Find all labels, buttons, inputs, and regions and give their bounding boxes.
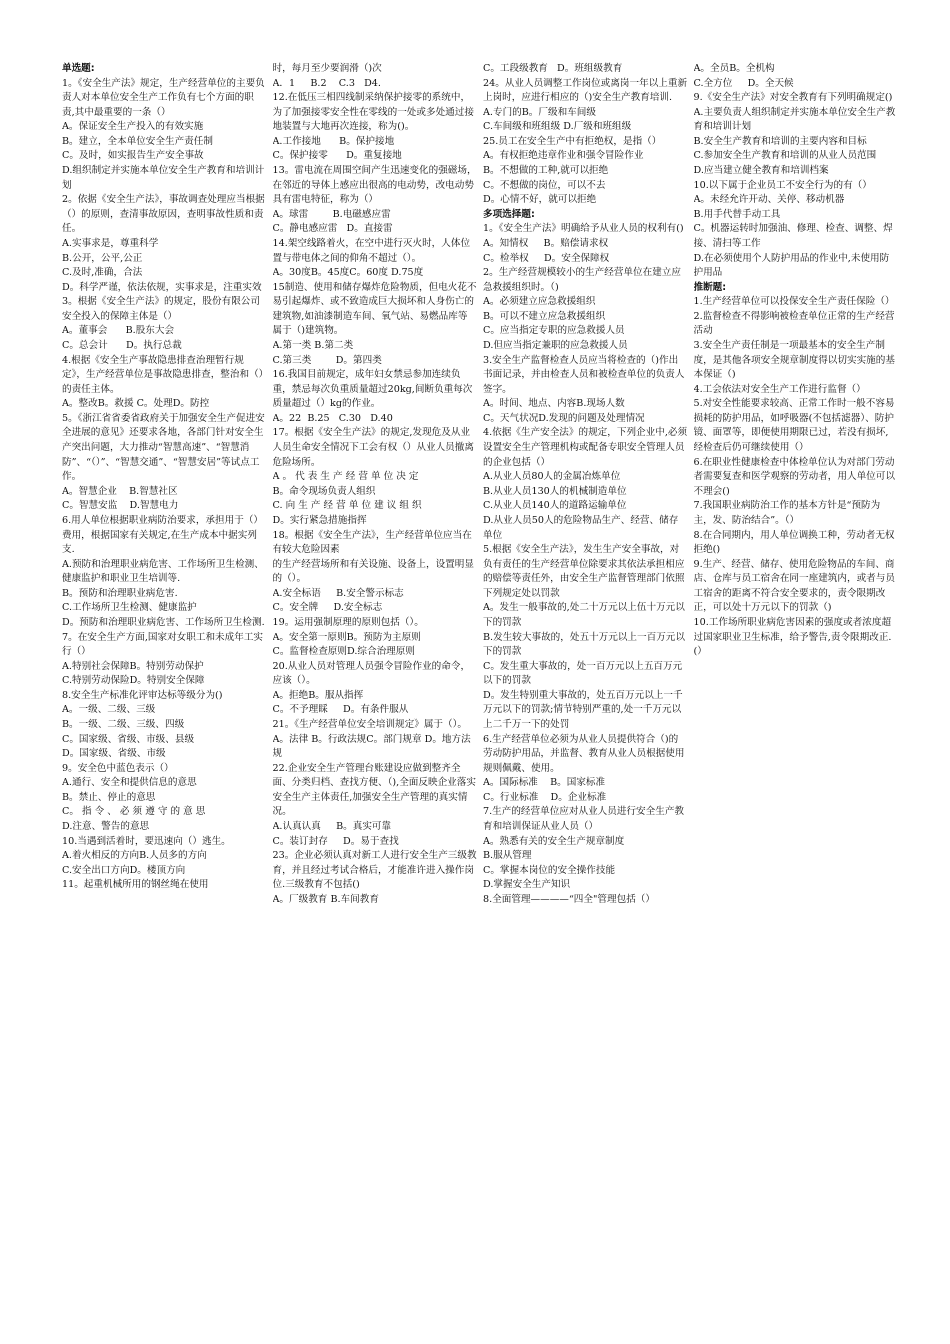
question-line: 14.架空线路着火，在空中进行灭火时，人体位置与带电体之间的仰角不超过（）。 (272, 237, 471, 264)
question-line: 20.从业人员对管理人员强令冒险作业的命令，应该（）。 (272, 660, 471, 687)
question-line: A。厂级教育 B.车间教育 (272, 893, 379, 905)
question-line: 12.在低压三相四线制采纳保护接零的系统中，为了加强接零安全性在零线的一处或多处通过接地装置与大地再次连接，称为()。 (272, 92, 474, 133)
question-line: C。及时，如实报告生产安全事故 (62, 150, 204, 162)
question-line: C.参加安全生产教育和培训的从业人员范围 (693, 150, 877, 162)
question-line: 时，每月至少要润滑（)次 (272, 63, 382, 74)
question-line: C。安全牌 D.安全标志 (272, 602, 383, 614)
question-line: 9.生产、经营、储存、使用危险物品的车间、商店、仓库与员工宿舍在同一座建筑内，或者与员工宿舍的距离不符合安全要求的，责令限期改正，可以处十万元以下的罚款（) (693, 558, 895, 614)
question-line: B.从业人员130人的机械制造单位 (483, 485, 627, 497)
question-line: C.全方位 D。全天候 (693, 77, 794, 89)
question-line: 3.安全生产监督检查人员应当将检查的（)作出书面记录，并由检查人员和被检查单位的负责人签字。 (483, 354, 685, 395)
question-line: B.用手代替手动工具 (693, 208, 781, 220)
question-line: A。法律 B。行政法规C。部门规章 D。地方法规 (272, 733, 471, 760)
question-line: C。掌握本岗位的安全操作技能 (483, 864, 616, 876)
question-line: 1。《安全生产法》明确给予从业人员的权利有() (483, 223, 684, 235)
question-line: D。实行紧急措施指挥 (272, 514, 367, 526)
question-line: 22.企业安全生产管理台账建设应做到整齐全面、分类归档、查找方便、（),全面反映企业落实安全生产主体责任,加强安全生产管理的真实情况。 (272, 762, 476, 818)
question-line: C. 向 生 产 经 营 单 位 建 议 组 织 (272, 500, 422, 512)
question-line: C.特别劳动保险D。特别安全保障 (62, 675, 205, 687)
question-line: 2。依据《安全生产法》，事故调查处理应当根据（）的原则，查清事故原因，查明事故性质和责任。 (62, 194, 265, 235)
section-heading: 单选题: (62, 63, 95, 74)
question-line: B.公开，公平,公正 (62, 252, 143, 264)
question-line: 8.在合同期内，用人单位调换工种，劳动者无权拒绝() (693, 529, 895, 556)
question-line: 9.《安全生产法》对安全教育有下列明确规定() (693, 92, 893, 104)
question-line: 2.监督检查不得影响被检查单位正常的生产经营活动 (693, 310, 895, 337)
question-line: A.安全标语 B.安全警示标志 (272, 587, 404, 599)
question-line: 5.根据《安全生产法》，发生生产安全事故，对负有责任的生产经营单位除要求其依法承担相应的赔偿等责任外，由安全生产监督管理部门依照下列规定处以罚款 (483, 544, 685, 599)
question-line: C.第三类 D。第四类 (272, 354, 382, 366)
question-line: C。 指 令 、 必 须 遵 守 的 意 思 (62, 806, 206, 818)
question-line: A.工作接地 B。保护接地 (272, 135, 395, 147)
question-line: 10.工作场所职业病危害因素的强度或者浓度超过国家职业卫生标准，给予警告,责令限期改正.(） (693, 616, 892, 658)
question-line: 6.生产经营单位必须为从业人员提供符合（)的劳动防护用品，并监督、教育从业人员根据使用规则佩戴、使用。 (483, 733, 685, 774)
question-line: D.掌握安全生产知识 (483, 879, 571, 891)
column-2 (273, 62, 478, 1302)
question-line: 19。运用强制原理的原则包括（）。 (272, 616, 424, 628)
question-line: 5.对安全性能要求较高、正常工作时一般不容易损耗的防护用品，如呼吸器(不包括滤器）、防护镜、面罩等，即便使用期限已过，若没有损坏,经检查后仍可继续使用（） (693, 398, 895, 454)
question-line: D。国家级、省级、市级 (62, 748, 166, 760)
question-line: A.通行、安全和提供信息的意思 (62, 777, 197, 789)
question-line: 7。在安全生产方面,国家对女职工和未成年工实行（） (62, 631, 264, 658)
question-line: 15制造、使用和储存爆炸危险物质，但电火花不易引起爆炸、或不致造成巨大损坏和人身伤亡的建筑物,如油漆制造车间、氧气站、易燃品库等属于（)建筑物。 (272, 281, 477, 337)
question-line: C。发生重大事故的，处一百万元以上五百万元以下的罚款 (483, 660, 683, 687)
column-1 (62, 62, 267, 1302)
question-line: 10.当遇到活着时，要迅速向（）逃生。 (62, 835, 231, 847)
document-page (62, 62, 898, 1302)
column-3 (483, 62, 688, 1302)
question-line: A。熟悉有关的安全生产规章制度 (483, 835, 625, 847)
question-line: D。发生特别重大事故的，处五百万元以上一千万元以下的罚款;情节特别严重的,处一千万元以上二千万一下的处罚 (483, 689, 683, 731)
question-line: A.特别社会保障B。特别劳动保护 (62, 660, 204, 672)
question-line: 7.我国职业病防治工作的基本方针是“预防为主，发、防治结合”。（） (693, 500, 881, 526)
question-line: 3。根据《安全生产法》的规定，股份有限公司安全投入的保障主体是（） (62, 296, 260, 322)
question-line: 4.工会依法对安全生产工作进行监督（） (693, 383, 866, 395)
question-line: A。时间、地点、内容B.现场人数 (483, 398, 625, 410)
section-heading: 多项选择题: (483, 208, 535, 220)
question-line: C。应当指定专职的应急救援人员 (483, 325, 625, 337)
question-line: 18。根据《安全生产法》，生产经营单位应当在有较大危险因素 (272, 529, 472, 556)
question-line: A。全员B。全机构 (693, 63, 775, 74)
question-line: B。预防和治理职业病危害. (62, 587, 178, 599)
question-line: 11。起重机械所用的钢丝绳在使用 (62, 879, 209, 891)
question-line: A。22 B.25 C.30 D.40 (272, 412, 393, 424)
question-line: C。天气状况D.发现的问题及处理情况 (483, 412, 645, 424)
question-line: A.专门的B。厂级和车间级 (483, 106, 596, 118)
question-line: A。30度B。45度C。60度 D.75度 (272, 267, 424, 279)
question-line: A。未经允许开动、关停、移动机器 (693, 194, 845, 206)
question-line: C。智慧安监 D.智慧电力 (62, 500, 179, 512)
question-line: C。保护接零 D。重复接地 (272, 150, 402, 162)
question-line: 17。根据《安全生产法》的规定,发现危及从业人员生命安全情况下工会有权（）从业人员撤离危险场所。 (272, 427, 474, 468)
question-line: D。预防和治理职业病危害、工作场所卫生检测. (62, 616, 265, 628)
question-line: 16.我国目前规定，成年妇女禁忌参加连续负重，禁忌每次负重质量超过20kg,间断负重每次质量超过（）kg的作业。 (272, 369, 473, 410)
question-line: 25.员工在安全生产中有拒绝权，是指（） (483, 135, 662, 147)
question-line: C.及时,准确，合法 (62, 267, 143, 279)
question-line: A。有权拒绝违章作业和强令冒险作业 (483, 150, 644, 162)
question-line: B.服从管理 (483, 850, 532, 862)
question-line: D.从业人员50人的危险物品生产、经营、储存单位 (483, 514, 679, 541)
question-line: A。安全第一原则B。预防为主原则 (272, 631, 421, 643)
question-line: 6.用人单位根据职业病防治要求，承担用于（）费用，根据国家有关规定,在生产成本中据实列支. (62, 514, 264, 556)
question-line: A。知情权 B。赔偿请求权 (483, 237, 609, 249)
question-line: 8.安全生产标准化评审达标等级分为() (62, 689, 223, 701)
question-line: A.实事求是，尊重科学 (62, 237, 159, 249)
question-line: C.安全出口方向D。楼顶方向 (62, 864, 186, 876)
question-line: C。静电感应雷 D。直接雷 (272, 223, 393, 235)
question-line: D.组织制定并实施本单位安全生产教育和培训计划 (62, 165, 265, 191)
question-line: D.但应当指定兼职的应急救援人员 (483, 339, 628, 351)
question-line: 5。《浙江省省委省政府关于加强安全生产促进安全进展的意见》还要求各地，各部门针对安全生产突出问题，大力推动“智慧高速”、“智慧消防”、“（）”、“智慧交通”、“智慧安居”等试点工作。 (62, 412, 265, 483)
question-line: A 。 代 表 生 产 经 营 单 位 决 定 (272, 471, 419, 483)
question-line: 的生产经营场所和有关设施、设备上，设置明显的（）。 (272, 558, 474, 585)
question-line: A。保证安全生产投入的有效实施 (62, 121, 204, 133)
question-line: 9。安全色中蓝色表示（） (62, 762, 174, 774)
question-line: D。科学严谨，依法依规，实事求是，注重实效 (62, 281, 262, 293)
question-line: B。一级、二级、三级、四级 (62, 719, 185, 731)
question-line: A。整改B。救援 C。处理D。防控 (62, 398, 210, 410)
question-line: B。可以不建立应急救援组织 (483, 310, 606, 322)
question-line: 8.全面管理————“四全"管理包括（） (483, 893, 655, 905)
question-line: C。行业标准 D。企业标准 (483, 791, 607, 803)
question-line: 7.生产的经营单位应对从业人员进行安全生产教育和培训保证从业人员（） (483, 806, 685, 833)
question-line: B。禁止、停止的意思 (62, 791, 156, 803)
question-line: D。心情不好，就可以拒绝 (483, 194, 597, 206)
section-heading: 推断题: (693, 281, 727, 293)
question-line: A.认真认真 B。真实可靠 (272, 821, 392, 833)
question-line: 6.在职业性健康检查中体检单位认为对部门劳动者需要复查和医学观察的劳动者，用人单位可以不理会() (693, 456, 895, 497)
question-line: A。国际标准 B。国家标准 (483, 777, 606, 789)
question-line: 2。生产经营规模较小的生产经营单位在建立应急救援组织时。（) (483, 267, 681, 293)
question-line: 4.依据《生产安全法》的规定，下列企业中,必须设置安全生产管理机构或配备专职安全管理人员的企业包括（） (483, 427, 688, 468)
question-line: C。装订封存 D。易于查找 (272, 835, 399, 847)
question-line: C。总会计 D。执行总裁 (62, 339, 182, 351)
question-line: B。不想做的工种,就可以拒绝 (483, 165, 609, 177)
question-line: C.工作场所卫生检测、健康监护 (62, 602, 197, 614)
question-line: 10.以下属于企业员工不安全行为的有（） (693, 179, 872, 191)
question-line: 1。《安全生产法》规定，生产经营单位的主要负责人对本单位安全生产工作负有七个方面的职责,其中最重要的一条（） (62, 77, 265, 118)
question-line: A。必须建立应急救援组织 (483, 296, 596, 308)
question-line: B。建立，全本单位安全生产责任制 (62, 135, 213, 147)
question-line: C。机器运转时加强油、修理、检查、调整、焊接、清扫等工作 (693, 223, 893, 249)
question-line: A.从业人员80人的金属冶炼单位 (483, 471, 621, 483)
question-line: A.主要负责人组织制定并实施本单位安全生产教育和培训计划 (693, 106, 896, 133)
question-line: D.应当建立健全教育和培训档案 (693, 165, 829, 177)
question-line: A。球雷 B.电磁感应雷 (272, 208, 391, 220)
question-line: B。命令现场负责人组织 (272, 485, 376, 497)
question-line: A.着火相反的方向B.人员多的方向 (62, 850, 207, 862)
question-line: D.在必须使用个人防护用品的作业中,未使用防护用品 (693, 252, 890, 279)
question-line: 1.生产经营单位可以投保安全生产责任保险（） (693, 296, 895, 308)
question-line: 3.安全生产责任制是一项最基本的安全生产制度，是其他各项安全规章制度得以切实实施的基本保证（) (693, 339, 895, 381)
question-line: 24。从业人员调整工作岗位或离岗一年以上重新上岗时，应进行相应的（)安全生产教育培训. (483, 77, 688, 104)
question-line: A。一级、二级、三级 (62, 704, 156, 716)
question-line: C。国家级、省级、市级、县级 (62, 733, 195, 745)
question-line: D.注意、警告的意思 (62, 821, 150, 833)
question-line: A。发生一般事故的,处二十万元以上伍十万元以下的罚款 (483, 602, 685, 628)
question-line: 23。企业必须认真对新工人进行安全生产三级教育，并且经过考试合格后，才能准许进入操作岗位.三级教育不包括() (272, 850, 477, 891)
question-line: C。监督检查原则D.综合治理原则 (272, 646, 415, 658)
question-line: A．1 B.2 C.3 D4. (272, 77, 381, 89)
question-line: C。检举权 D。安全保障权 (483, 252, 610, 264)
question-line: C。工段级教育 D。班组级教育 (483, 63, 623, 74)
question-line: 4.根据《安全生产事故隐患排查治理暂行规定》，生产经营单位是事故隐患排查，整治和（）的责任主体。 (62, 354, 264, 395)
column-4 (694, 62, 899, 1302)
question-line: C。不予理睬 D。有条件服从 (272, 704, 409, 716)
question-line: 21。《生产经营单位安全培训规定》属于（）。 (272, 719, 467, 731)
question-line: A.第一类 B.第二类 (272, 339, 354, 351)
question-line: A。拒绝B。服从指挥 (272, 689, 364, 701)
question-line: B.安全生产教育和培训的主要内容和目标 (693, 135, 867, 147)
question-line: B.发生较大事故的，处五十万元以上一百万元以下的罚款 (483, 631, 685, 658)
question-line: A。董事会 B.股东大会 (62, 325, 175, 337)
question-line: 13。雷电流在周围空间产生迅速变化的强磁场，在邻近的导体上感应出很高的电动势，改电动势具有雷电特征，称为（） (272, 165, 477, 206)
question-line: C.车间级和班组级 D.厂级和班组级 (483, 121, 632, 133)
question-line: A.预防和治理职业病危害、工作场所卫生检测、健康监护和职业卫生培训等. (62, 558, 264, 585)
question-line: C。不想做的岗位，可以不去 (483, 179, 606, 191)
question-line: C.从业人员140人的道路运输单位 (483, 500, 627, 512)
question-line: A。智慧企业 B.智慧社区 (62, 485, 178, 497)
